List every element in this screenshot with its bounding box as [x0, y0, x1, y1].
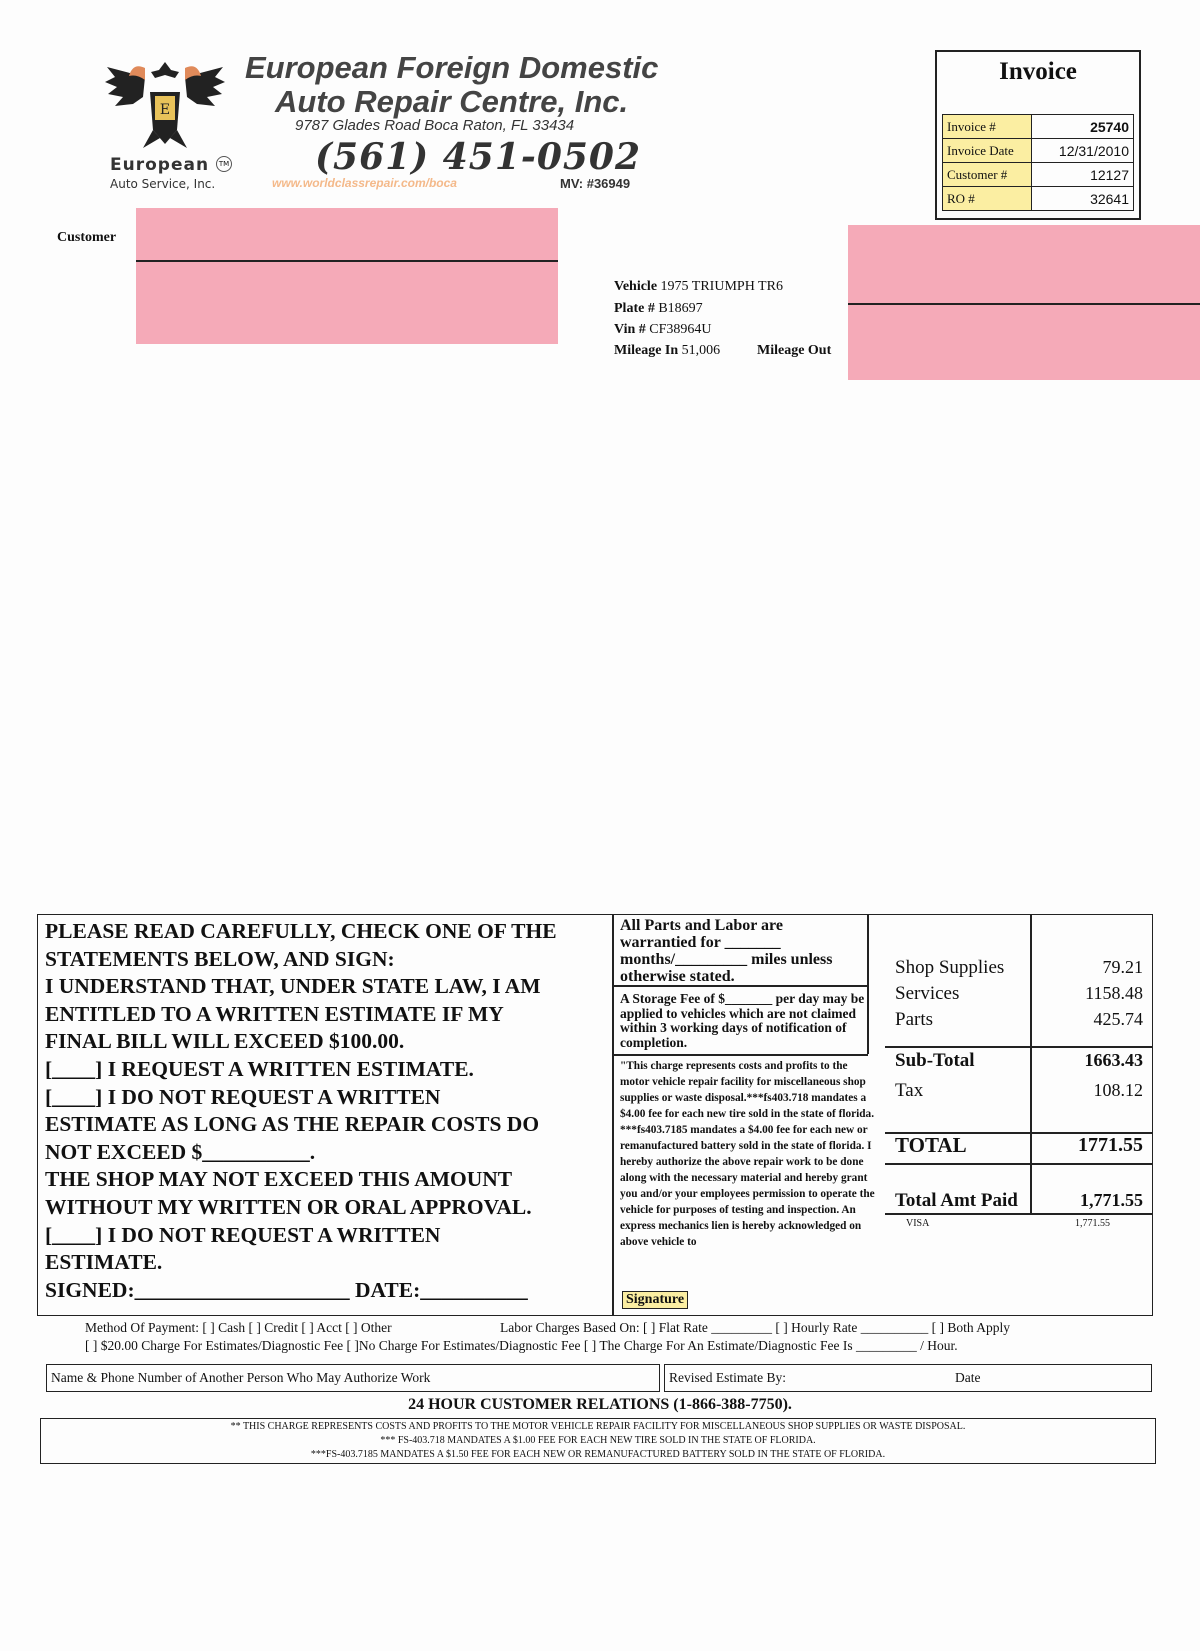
invoice-number-label: Invoice # [943, 115, 1032, 139]
payment-method-amount: 1,771.55 [1075, 1218, 1110, 1229]
invoice-info-table [942, 114, 1134, 211]
mileage-out [757, 343, 831, 359]
company-address: 9787 Glades Road Boca Raton, FL 33434 [295, 117, 575, 134]
revised-date-label: Date [955, 1370, 981, 1385]
estimate-line: ESTIMATE AS LONG AS THE REPAIR COSTS DO [45, 1112, 540, 1137]
svg-text:E: E [159, 102, 171, 118]
tax-value: 108.12 [1093, 1080, 1143, 1100]
estimate-line: I UNDERSTAND THAT, UNDER STATE LAW, I AM [45, 974, 541, 999]
shop-supplies-value: 79.21 [1102, 957, 1143, 977]
divider [612, 985, 868, 987]
invoice-number-value: 25740 [1032, 115, 1134, 139]
diagnostic-fee-options[interactable]: [ ] $20.00 Charge For Estimates/Diagnostic Fee [ ]No Charge For Estimates/Diagnostic Fee [ ] The Charge For An Estimate/Diagnostic Fee Is _________ / Hour. [85, 1338, 958, 1353]
invoice-date-value: 12/31/2010 [1032, 139, 1134, 163]
footnote: *** FS-403.718 MANDATES A $1.00 FEE FOR EACH NEW TIRE SOLD IN THE STATE OF FLORIDA. [380, 1435, 816, 1446]
total-paid-value: 1,771.55 [1080, 1190, 1143, 1210]
estimate-statement [45, 918, 615, 1304]
plate-value: B18697 [658, 301, 703, 316]
invoice-title: Invoice [999, 58, 1077, 85]
shop-supplies-label: Shop Supplies [895, 957, 1005, 978]
storage-fee-text: A Storage Fee of $_______ per day may be applied to vehicles which are not claimed within 3 working days of notification of completion. [620, 991, 865, 1050]
vehicle-value: 1975 TRIUMPH TR6 [660, 279, 783, 294]
divider [867, 914, 869, 1054]
mileage-in-value: 51,006 [681, 343, 721, 358]
estimate-line: WITHOUT MY WRITTEN OR ORAL APPROVAL. [45, 1194, 532, 1219]
estimate-line: THE SHOP MAY NOT EXCEED THIS AMOUNT [45, 1167, 513, 1192]
customer-relations-line: 24 HOUR CUSTOMER RELATIONS (1-866-388-7750). [408, 1396, 792, 1413]
subtotal-value: 1663.43 [1084, 1050, 1143, 1070]
total-value: 1771.55 [1078, 1134, 1143, 1156]
mileage-out-label: Mileage Out [757, 343, 832, 358]
footnote-box [40, 1418, 1156, 1464]
request-estimate-option[interactable]: [____] I REQUEST A WRITTEN ESTIMATE. [45, 1056, 474, 1081]
table-row [943, 187, 1134, 211]
payment-method: VISA [906, 1218, 930, 1229]
no-estimate-limit-option[interactable]: [____] I DO NOT REQUEST A WRITTEN [45, 1084, 441, 1109]
mileage-line [614, 343, 720, 359]
subtotal-label: Sub-Total [895, 1050, 975, 1071]
logo-text: European [110, 155, 210, 175]
estimate-line: ENTITLED TO A WRITTEN ESTIMATE IF MY [45, 1001, 504, 1026]
divider [885, 1046, 1153, 1048]
vin-line [614, 322, 712, 338]
ro-number-value: 32641 [1032, 187, 1134, 211]
trademark-badge: TM [216, 156, 232, 172]
company-name-line1: European Foreign Domestic [245, 50, 659, 85]
signature-field[interactable]: Signature [622, 1291, 688, 1309]
labor-charge-options[interactable]: Labor Charges Based On: [ ] Flat Rate _________ [ ] Hourly Rate __________ [ ] Both Apply [500, 1320, 1011, 1335]
company-phone: (561) 451-0502 [315, 136, 642, 178]
mv-number: MV: #36949 [560, 176, 631, 191]
charge-disclaimer: "This charge represents costs and profits to the motor vehicle repair facility for miscellaneous shop supplies or waste disposal.***fs403.718 mandates a $4.00 fee for each new tire sold in the state of florida. ***fs403.7185 mandates a $4.00 fee for each new or remanufactured battery sold in the state of florida. I hereby authorize the above repair work to be done along with the necessary material and hereby grant you and/or your employees permission to operate the vehicle for purposes of testing and inspection. An express mechanics lien is hereby acknowledged on above vehicle to [620, 1060, 875, 1248]
plate-line [614, 301, 703, 317]
plate-label: Plate # [614, 301, 655, 316]
services-value: 1158.48 [1085, 983, 1143, 1003]
total-label: TOTAL [895, 1133, 967, 1157]
payment-method-options[interactable]: Method Of Payment: [ ] Cash [ ] Credit [ ] Acct [ ] Other [85, 1320, 392, 1335]
table-row [943, 115, 1134, 139]
estimate-limit-field[interactable]: NOT EXCEED $__________. [45, 1139, 316, 1164]
divider [612, 1054, 868, 1056]
divider [1030, 914, 1032, 1214]
signed-date-field[interactable]: SIGNED:____________________ DATE:__________ [45, 1277, 528, 1302]
redacted-customer-block [136, 208, 558, 344]
divider [885, 1213, 1153, 1215]
logo-subtext: Auto Service, Inc. [110, 177, 216, 191]
estimate-line: PLEASE READ CAREFULLY, CHECK ONE OF THE [45, 919, 557, 943]
vin-value: CF38964U [649, 322, 712, 337]
company-website: www.worldclassrepair.com/boca [272, 176, 457, 190]
customer-number-label: Customer # [943, 163, 1032, 187]
no-estimate-option[interactable]: [____] I DO NOT REQUEST A WRITTEN [45, 1222, 441, 1247]
estimate-line: FINAL BILL WILL EXCEED $100.00. [45, 1029, 405, 1054]
revised-estimate-field[interactable] [664, 1364, 1152, 1392]
table-row [943, 163, 1134, 187]
customer-number-value: 12127 [1032, 163, 1134, 187]
table-row [943, 139, 1134, 163]
estimate-line: ESTIMATE. [45, 1250, 163, 1275]
mileage-in-label: Mileage In [614, 343, 679, 358]
customer-label: Customer [57, 230, 117, 245]
invoice-date-label: Invoice Date [943, 139, 1032, 163]
total-paid-label: Total Amt Paid [895, 1190, 1018, 1211]
invoice-box [935, 50, 1141, 220]
vin-label: Vin # [614, 322, 646, 337]
redacted-owner-block [848, 225, 1200, 380]
parts-value: 425.74 [1093, 1009, 1143, 1029]
tax-label: Tax [895, 1080, 924, 1101]
services-label: Services [895, 983, 960, 1004]
company-name-line2: Auto Repair Centre, Inc. [275, 84, 629, 119]
parts-label: Parts [895, 1009, 933, 1030]
vehicle-label: Vehicle [614, 279, 658, 294]
authorize-person-field[interactable] [46, 1364, 660, 1392]
estimate-line: STATEMENTS BELOW, AND SIGN: [45, 946, 395, 971]
footnote: ** THIS CHARGE REPRESENTS COSTS AND PROFITS TO THE MOTOR VEHICLE REPAIR FACILITY FOR MISCELLANEOUS SHOP SUPPLIES OR WASTE DISPOSAL. [230, 1421, 966, 1432]
divider [885, 1163, 1153, 1165]
warranty-text: All Parts and Labor are warrantied for _______ months/_________ miles unless otherwise stated. [620, 917, 833, 985]
revised-estimate-label: Revised Estimate By: [669, 1370, 786, 1385]
ro-number-label: RO # [943, 187, 1032, 211]
footnote: ***FS-403.7185 MANDATES A $1.50 FEE FOR EACH NEW OR REMANUFACTURED BATTERY SOLD IN THE STATE OF FLORIDA. [310, 1449, 886, 1460]
authorize-label: Name & Phone Number of Another Person Who May Authorize Work [51, 1370, 431, 1385]
eagle-logo-icon [105, 52, 225, 152]
vehicle-line [614, 279, 783, 295]
